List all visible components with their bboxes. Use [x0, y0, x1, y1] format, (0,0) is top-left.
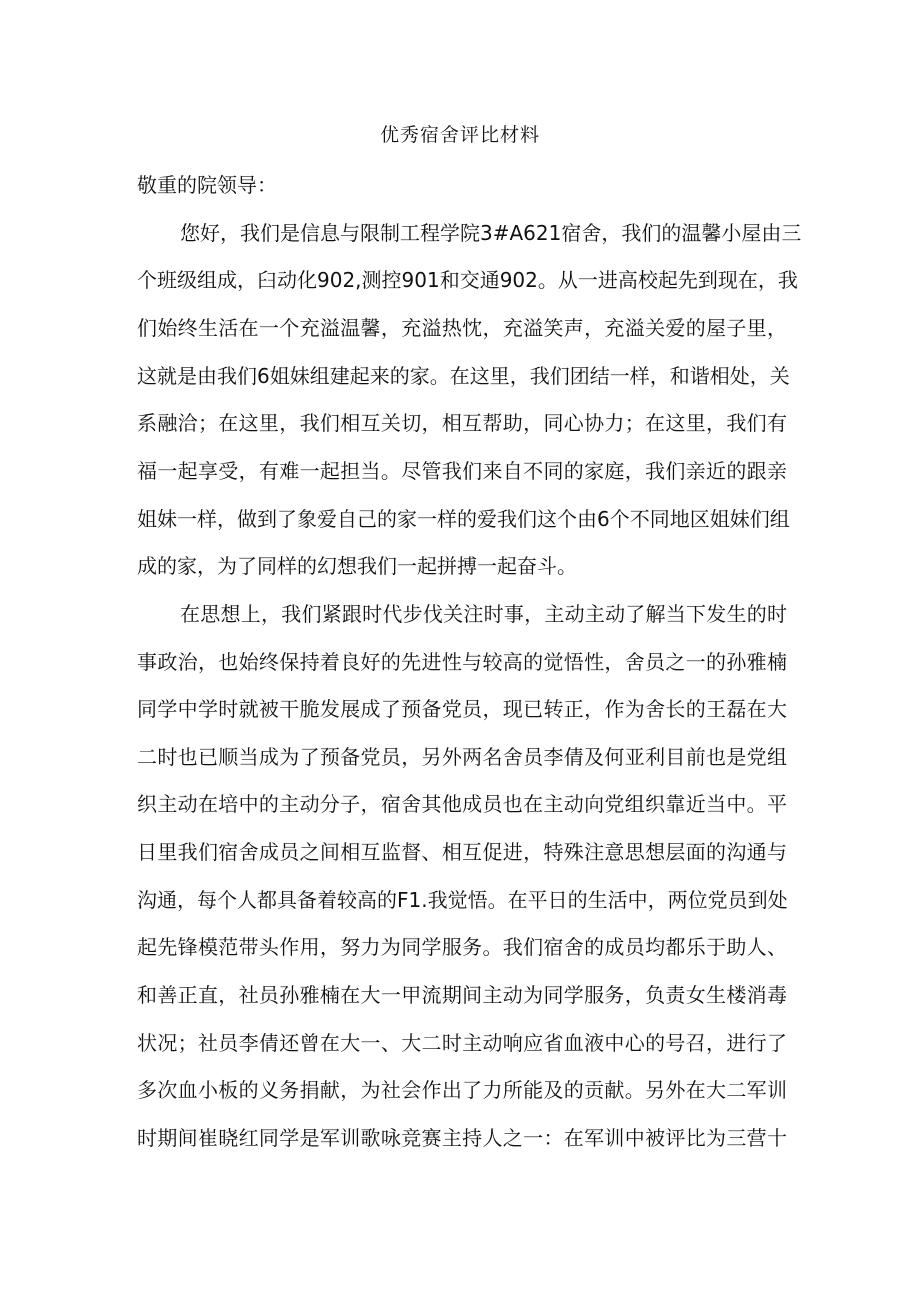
paragraph-line: 在思想上，我们紧跟时代步伐关注时事，主动主动了解当下发生的时: [180, 602, 787, 626]
paragraph-line: 您好，我们是信息与限制工程学院3#A621宿舍，我们的温馨小屋由三: [180, 221, 802, 245]
paragraph-line: 沟通，每个人都具备着较高的F1.我觉悟。在平日的生活中，两位党员到处: [137, 888, 788, 912]
paragraph-line: 这就是由我们6姐妹组建起来的家。在这里，我们团结一样，和谐相处，关: [137, 364, 790, 388]
paragraph-line: 状况；社员李倩还曾在大一、大二时主动响应省血液中心的号召，进行了: [137, 1031, 787, 1055]
paragraph-line: 二时也已顺当成为了预备党员，另外两名舍员李倩及何亚利目前也是党组: [137, 745, 787, 769]
paragraph-line: 个班级组成，臼动化902,测控901和交通902。从一进高校起先到现在，我: [137, 268, 798, 292]
paragraph-line: 事政治，也始终保持着良好的先进性与较高的觉悟性，舍员之一的孙雅楠: [137, 650, 787, 674]
paragraph-line: 系融洽；在这里，我们相互关切，相互帮助，同心协力；在这里，我们有: [137, 411, 787, 435]
salutation: 敬重的院领导：: [137, 173, 277, 197]
paragraph-line: 同学中学时就被干脆发展成了预备党员，现已转正，作为舍长的王磊在大: [137, 697, 787, 721]
document-title: 优秀宿舍评比材料: [379, 124, 540, 146]
paragraph-line: 多次血小板的义务捐献，为社会作出了力所能及的贡献。另外在大二军训: [137, 1078, 787, 1102]
paragraph-line: 姐妹一样，做到了象爱自己的家一样的爱我们这个由6个不同地区姐妹们组: [137, 507, 790, 531]
paragraph-line: 时期间崔晓红同学是军训歌咏竞赛主持人之一：在军训中被评比为三营十: [137, 1126, 787, 1150]
paragraph-line: 和善正直，社员孙雅楠在大一甲流期间主动为同学服务，负责女生楼消毒: [137, 983, 787, 1007]
paragraph-line: 日里我们宿舍成员之间相互监督、相互促进，特殊注意思想层面的沟通与: [137, 840, 787, 864]
paragraph-line: 们始终生活在一个充溢温馨，充溢热忱，充溢笑声，充溢关爱的屋子里，: [137, 316, 787, 340]
paragraph-line: 成的家，为了同样的幻想我们一起拼搏一起奋斗。: [137, 554, 577, 578]
paragraph-line: 起先锋模范带头作用，努力为同学服务。我们宿舍的成员均都乐于助人、: [137, 935, 787, 959]
paragraph-line: 福一起享受，有难一起担当。尽管我们来自不同的家庭，我们亲近的跟亲: [137, 459, 787, 483]
paragraph-line: 织主动在培中的主动分子，宿舍其他成员也在主动向党组织靠近当中。平: [137, 792, 787, 816]
